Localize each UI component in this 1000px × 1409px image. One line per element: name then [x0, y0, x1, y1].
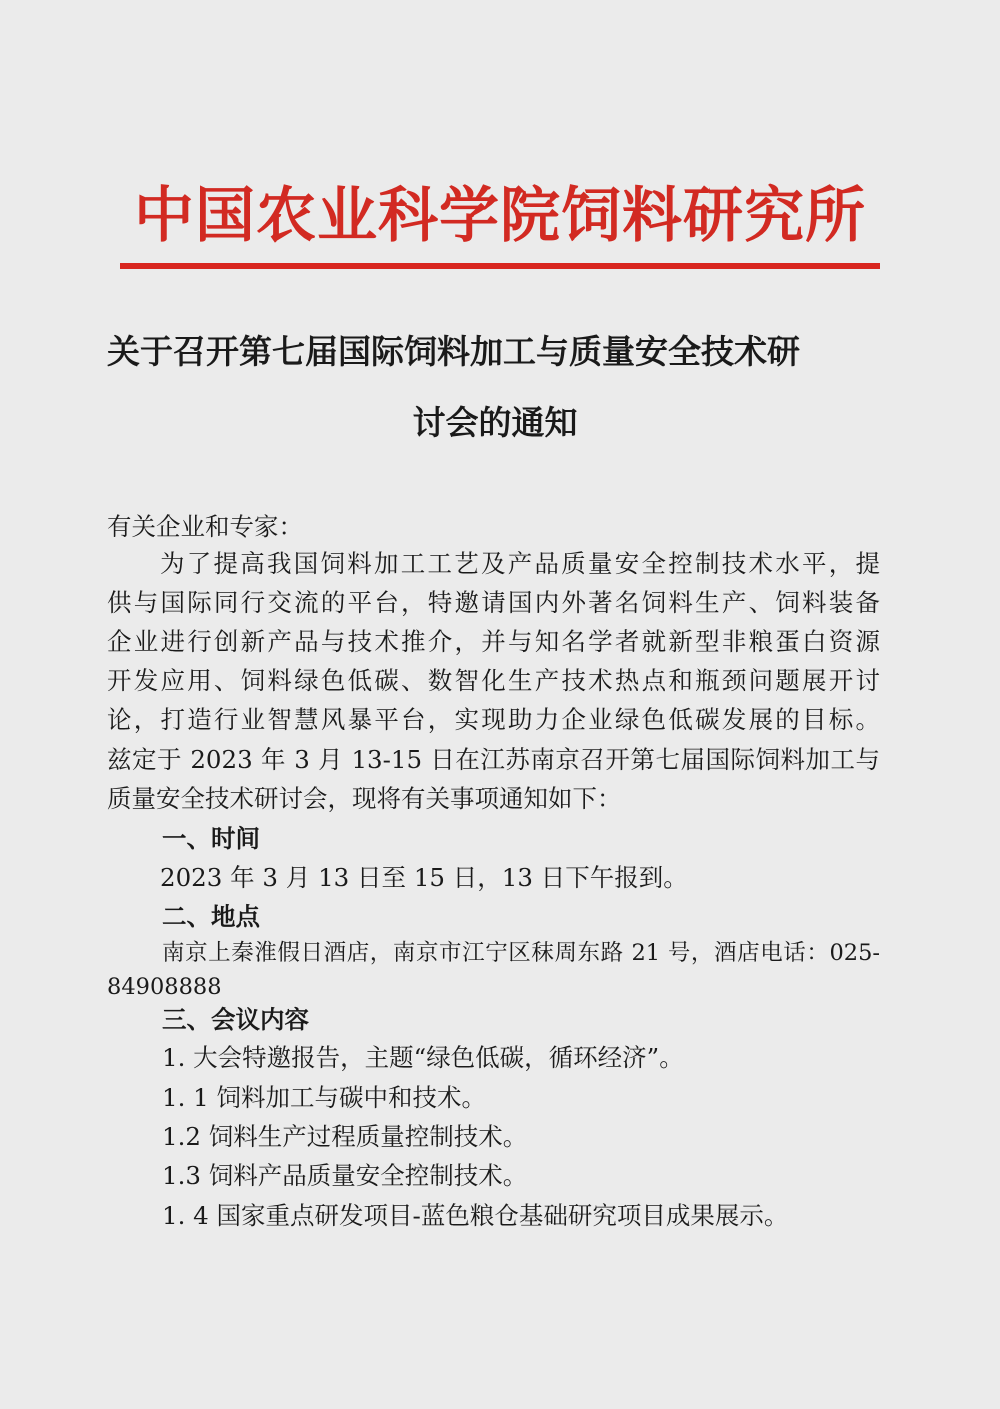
- intro-line: 兹定于 2023 年 3 月 13-15 日在江苏南京召开第七届国际饲料加工与: [107, 745, 880, 774]
- content-item: 1. 大会特邀报告，主题“绿色低碳，循环经济”。: [162, 1043, 684, 1072]
- section-content-heading: 三、会议内容: [162, 1005, 309, 1034]
- intro-line: 为了提高我国饲料加工工艺及产品质量安全控制技术水平，提: [160, 549, 880, 578]
- intro-line: 开发应用、饲料绿色低碳、数智化生产技术热点和瓶颈问题展开讨: [107, 666, 880, 695]
- letterhead-red-rule: [120, 263, 880, 269]
- content-item: 1.2 饲料生产过程质量控制技术。: [162, 1122, 528, 1151]
- intro-line: 质量安全技术研讨会，现将有关事项通知如下：: [107, 784, 622, 813]
- content-item: 1.3 饲料产品质量安全控制技术。: [162, 1161, 528, 1190]
- content-item: 1. 4 国家重点研发项目-蓝色粮仓基础研究项目成果展示。: [162, 1201, 789, 1230]
- section-time-text: 2023 年 3 月 13 日至 15 日，13 日下午报到。: [160, 863, 688, 892]
- intro-line: 论，打造行业智慧风暴平台，实现助力企业绿色低碳发展的目标。: [107, 705, 880, 734]
- section-place-text: 南京上秦淮假日酒店，南京市江宁区秣周东路 21 号，酒店电话：025-: [162, 940, 880, 966]
- intro-line: 企业进行创新产品与技术推介，并与知名学者就新型非粮蛋白资源: [107, 627, 880, 656]
- notice-title-line2: 讨会的通知: [412, 403, 578, 442]
- organization-letterhead: 中国农业科学院饲料研究所: [134, 181, 866, 251]
- content-item: 1. 1 饲料加工与碳中和技术。: [162, 1083, 487, 1112]
- section-place-heading: 二、地点: [162, 902, 260, 931]
- salutation: 有关企业和专家：: [107, 512, 303, 541]
- intro-line: 供与国际同行交流的平台，特邀请国内外著名饲料生产、饲料装备: [107, 588, 880, 617]
- notice-title-line1: 关于召开第七届国际饲料加工与质量安全技术研: [107, 332, 800, 371]
- section-time-heading: 一、时间: [162, 824, 260, 853]
- section-place-text-continued: 84908888: [107, 974, 222, 1000]
